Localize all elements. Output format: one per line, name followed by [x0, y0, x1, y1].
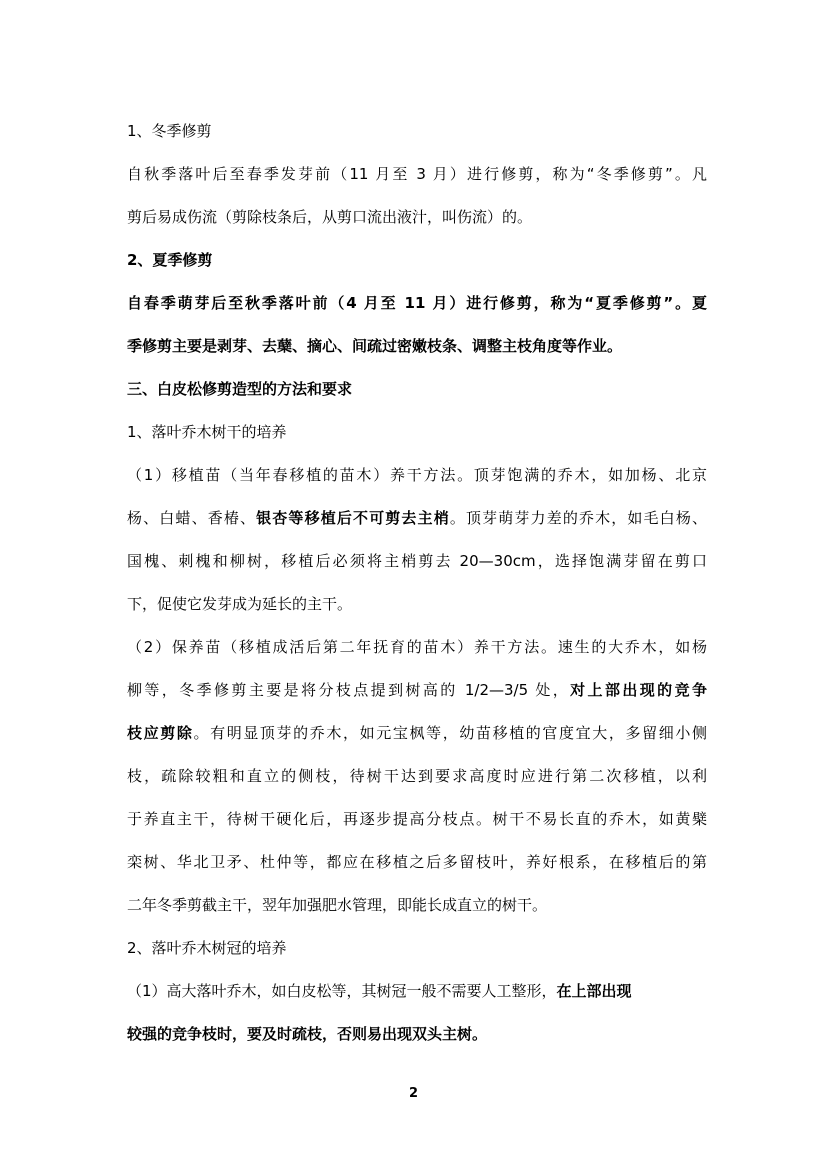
paragraph-2-line-6: 栾树、华北卫矛、杜仲等，都应在移植之后多留枝叶，养好根系，在移植后的第	[127, 853, 707, 871]
paragraph-1-line-1: （1）移植苗（当年春移植的苗木）养干方法。顶芽饱满的乔木，如加杨、北京	[127, 466, 707, 484]
paragraph-2-line-1: （2）保养苗（移植成活后第二年抚育的苗木）养干方法。速生的大乔木，如杨	[127, 638, 707, 656]
heading-trunk-training: 1、落叶乔木树干的培养	[127, 423, 287, 441]
paragraph-1-line-2-part-a: 杨、白蜡、香椿、	[127, 509, 257, 527]
paragraph-2-line-2	[127, 680, 707, 700]
paragraph-2-line-3	[127, 723, 707, 743]
heading-summer-pruning: 2、夏季修剪	[127, 251, 213, 269]
paragraph-winter-line-2: 剪后易成伤流（剪除枝条后，从剪口流出液汁，叫伤流）的。	[127, 208, 533, 226]
heading-crown-training: 2、落叶乔木树冠的培养	[127, 939, 287, 957]
paragraph-2-line-7: 二年冬季剪截主干，翌年加强肥水管理，即能长成直立的树干。	[127, 896, 548, 914]
paragraph-2-line-2-part-a: 柳等，冬季修剪主要是将分枝点提到树高的 1/2—3/5 处，	[127, 681, 571, 699]
paragraph-summer-line-2: 季修剪主要是剥芽、去蘖、摘心、间疏过密嫩枝条、调整主枝角度等作业。	[127, 337, 623, 355]
paragraph-1-line-2	[127, 508, 707, 528]
paragraph-3-line-1	[127, 981, 707, 1001]
paragraph-3-line-1-bold: 在上部出现	[556, 982, 632, 1000]
heading-section-3: 三、白皮松修剪造型的方法和要求	[127, 380, 353, 398]
paragraph-1-line-2-part-c: 。顶芽萌芽力差的乔木，如毛白杨、	[449, 509, 707, 527]
paragraph-2-line-5: 于养直主干，待树干硬化后，再逐步提高分枝点。树干不易长直的乔木，如黄檗	[127, 810, 707, 828]
heading-winter-pruning: 1、冬季修剪	[127, 122, 212, 140]
paragraph-1-line-2-bold: 银杏等移植后不可剪去主梢	[256, 509, 450, 527]
paragraph-winter-line-1: 自秋季落叶后至春季发芽前（11 月至 3 月）进行修剪，称为“冬季修剪”。凡	[127, 165, 707, 183]
paragraph-1-line-3: 国槐、刺槐和柳树，移植后必须将主梢剪去 20—30cm，选择饱满芽留在剪口	[127, 552, 707, 570]
paragraph-2-line-2-bold: 对上部出现的竞争	[570, 681, 707, 699]
paragraph-2-line-3-part-b: 。有明显顶芽的乔木，如元宝枫等，幼苗移植的官度宜大，多留细小侧	[193, 724, 707, 742]
page-number: 2	[408, 1086, 419, 1101]
paragraph-1-line-4: 下，促使它发芽成为延长的主干。	[127, 595, 353, 613]
paragraph-3-line-1-part-a: （1）高大落叶乔木，如白皮松等，其树冠一般不需要人工整形，	[127, 982, 557, 1000]
paragraph-2-line-4: 枝，疏除较粗和直立的侧枝，待树干达到要求高度时应进行第二次移植，以利	[127, 767, 707, 785]
paragraph-2-line-3-bold: 枝应剪除	[127, 724, 194, 742]
paragraph-summer-line-1: 自春季萌芽后至秋季落叶前（4 月至 11 月）进行修剪，称为“夏季修剪”。夏	[127, 294, 707, 312]
paragraph-3-line-2: 较强的竞争枝时，要及时疏枝，否则易出现双头主树。	[127, 1025, 488, 1043]
